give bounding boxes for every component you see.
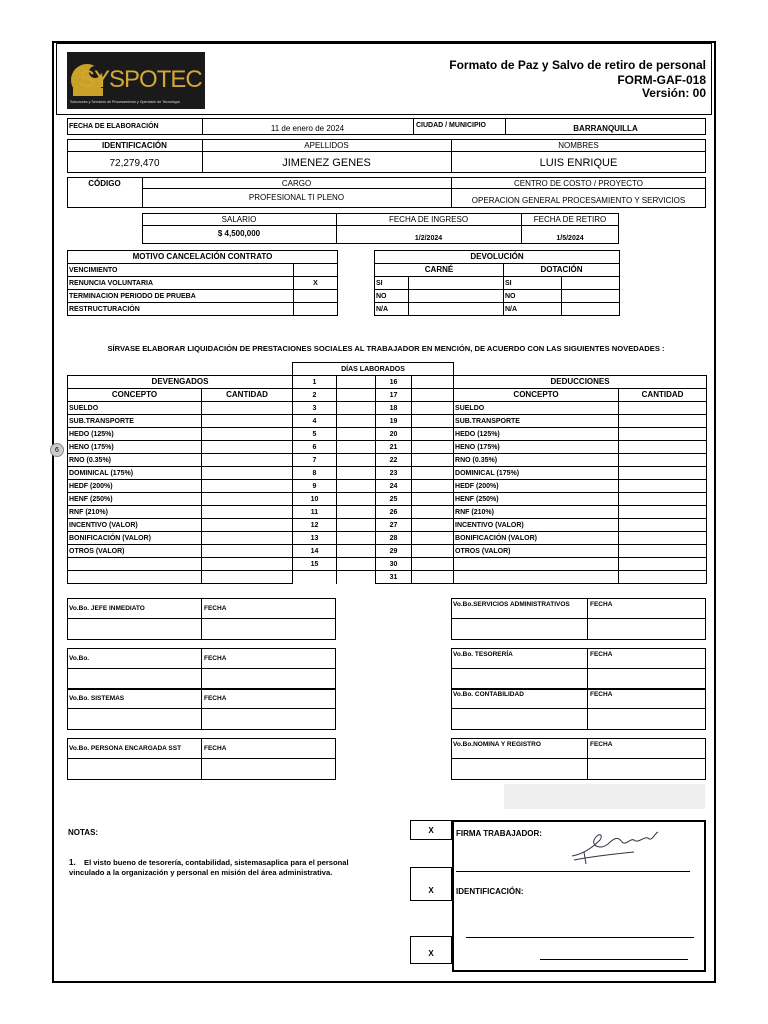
motivo-title: MOTIVO CANCELACIÓN CONTRATO (68, 251, 338, 264)
devengado-concepto: INCENTIVO (VALOR) (68, 519, 202, 532)
devengado-cantidad[interactable] (202, 415, 293, 428)
day-check[interactable] (337, 415, 376, 428)
devengado-cantidad[interactable] (202, 454, 293, 467)
day-cell: 22 (376, 454, 412, 467)
carne-label: CARNÉ (375, 264, 504, 277)
motivo-row: RENUNCIA VOLUNTARIA (68, 277, 294, 290)
day-check[interactable] (412, 454, 454, 467)
day-cell: 11 (293, 506, 337, 519)
x-box-1[interactable]: X (410, 820, 452, 840)
day-cell: 4 (293, 415, 337, 428)
deducciones-title: DEDUCCIONES (454, 376, 707, 389)
devolucion-title: DEVOLUCIÓN (375, 251, 620, 264)
day-check[interactable] (337, 389, 376, 402)
day-check[interactable] (337, 532, 376, 545)
deduccion-cantidad[interactable] (619, 571, 707, 584)
deduccion-cantidad[interactable] (619, 480, 707, 493)
salario-value: $ 4,500,000 (217, 229, 261, 238)
ciudad-label: CIUDAD / MUNICIPIO (416, 122, 486, 129)
devengado-cantidad[interactable] (202, 441, 293, 454)
day-cell: 2 (293, 389, 337, 402)
devengado-concepto: HEDF (200%) (68, 480, 202, 493)
cantidad-header: CANTIDAD (202, 389, 293, 402)
deduccion-cantidad[interactable] (619, 402, 707, 415)
company-logo (67, 52, 205, 109)
logo-subtext: Soluciones y Servicios de Procesamiento y Operación de Tecnología (70, 100, 180, 104)
deduccion-concepto: RNF (210%) (454, 506, 619, 519)
day-check[interactable] (412, 571, 454, 584)
day-check[interactable] (337, 467, 376, 480)
dotacion-option: NO (504, 290, 562, 303)
devengado-cantidad[interactable] (202, 493, 293, 506)
devengado-cantidad[interactable] (202, 467, 293, 480)
motivo-mark[interactable] (293, 290, 337, 303)
day-check[interactable] (337, 493, 376, 506)
day-cell: 3 (293, 402, 337, 415)
deduccion-cantidad[interactable] (619, 441, 707, 454)
form-version: Versión: 00 (641, 86, 706, 100)
apellidos-label: APELLIDOS (304, 141, 349, 150)
day-check[interactable] (412, 545, 454, 558)
deduccion-cantidad[interactable] (619, 415, 707, 428)
x-box-3[interactable]: X (410, 936, 452, 964)
deduccion-concepto: SUB.TRANSPORTE (454, 415, 619, 428)
dotacion-check[interactable] (562, 277, 620, 290)
cantidad-header: CANTIDAD (619, 389, 707, 402)
deduccion-cantidad[interactable] (619, 493, 707, 506)
retiro-label: FECHA DE RETIRO (533, 215, 607, 224)
day-cell: 18 (376, 402, 412, 415)
codigo-label: CÓDIGO (88, 179, 121, 188)
vobo-right-label: Vo.Bo.SERVICIOS ADMINISTRATIVOS (453, 601, 570, 608)
vobo-left-label: Vo.Bo. PERSONA ENCARGADA SST (69, 745, 182, 752)
day-cell: 14 (293, 545, 337, 558)
day-check[interactable] (412, 467, 454, 480)
devengado-cantidad[interactable] (202, 428, 293, 441)
day-check[interactable] (412, 428, 454, 441)
day-cell: 23 (376, 467, 412, 480)
day-cell: 9 (293, 480, 337, 493)
ident-label: IDENTIFICACIÓN (102, 141, 167, 150)
day-check[interactable] (412, 441, 454, 454)
vobo-fecha-label: FECHA (590, 651, 613, 658)
day-check[interactable] (412, 532, 454, 545)
vobo-right-label: Vo.Bo. TESORERÍA (453, 651, 513, 658)
deduccion-cantidad[interactable] (619, 545, 707, 558)
devengado-concepto: RNF (210%) (68, 506, 202, 519)
day-check[interactable] (412, 480, 454, 493)
nota-line-1: El visto bueno de tesorería, contabilidad, sistemasaplica para el personal (84, 858, 349, 867)
shaded-empty-box (504, 784, 705, 809)
nombres-value: LUIS ENRIQUE (539, 157, 618, 169)
vobo-fecha-label: FECHA (204, 605, 227, 612)
carne-option: NO (375, 290, 409, 303)
devengados-title: DEVENGADOS (68, 376, 293, 389)
dotacion-option: N/A (504, 303, 562, 316)
day-cell: 12 (293, 519, 337, 532)
day-check[interactable] (412, 519, 454, 532)
devengado-cantidad[interactable] (202, 506, 293, 519)
deduccion-concepto (454, 558, 619, 571)
day-check[interactable] (412, 506, 454, 519)
motivo-mark[interactable] (293, 303, 337, 316)
day-check[interactable] (412, 402, 454, 415)
form-title: Formato de Paz y Salvo de retiro de personal (449, 58, 706, 72)
day-cell: 28 (376, 532, 412, 545)
deduccion-cantidad[interactable] (619, 428, 707, 441)
day-check[interactable] (337, 519, 376, 532)
deduccion-concepto: HENO (175%) (454, 441, 619, 454)
nombres-label: NOMBRES (558, 141, 599, 150)
deduccion-concepto (454, 571, 619, 584)
vobo-fecha-label: FECHA (590, 691, 613, 698)
day-cell: 25 (376, 493, 412, 506)
logo-text: SYSPOTEC (79, 66, 202, 93)
vobo-fecha-label: FECHA (590, 741, 613, 748)
deduccion-concepto: OTROS (VALOR) (454, 545, 619, 558)
dias-title: DÍAS LABORADOS (293, 363, 454, 376)
deduccion-concepto: BONIFICACIÓN (VALOR) (454, 532, 619, 545)
vobo-right-label: Vo.Bo.NOMINA Y REGISTRO (453, 741, 541, 748)
devengado-cantidad[interactable] (202, 480, 293, 493)
devengado-concepto: RNO (0.35%) (68, 454, 202, 467)
deduccion-concepto: HEDF (200%) (454, 480, 619, 493)
carne-check[interactable] (409, 303, 504, 316)
day-check[interactable] (337, 480, 376, 493)
cargo-label: CARGO (281, 179, 312, 188)
devengado-concepto: BONIFICACIÓN (VALOR) (68, 532, 202, 545)
deduccion-cantidad[interactable] (619, 558, 707, 571)
form-page (52, 41, 716, 983)
ident-line (466, 937, 694, 938)
ingreso-value: 1/2/2024 (414, 235, 443, 242)
day-cell: 29 (376, 545, 412, 558)
devengado-cantidad[interactable] (202, 402, 293, 415)
firma-line (456, 871, 690, 872)
day-cell: 15 (293, 558, 337, 571)
deduccion-concepto: SUELDO (454, 402, 619, 415)
motivo-row: RESTRUCTURACIÓN (68, 303, 294, 316)
nota-line-2: vinculado a la organización y personal en misión del área administrativa. (69, 868, 333, 877)
day-check[interactable] (412, 389, 454, 402)
devengado-concepto: HENO (175%) (68, 441, 202, 454)
identificacion-label: IDENTIFICACIÓN: (456, 887, 524, 896)
deduccion-concepto: HENF (250%) (454, 493, 619, 506)
devengado-concepto: HENF (250%) (68, 493, 202, 506)
fecha-value: 11 de enero de 2024 (270, 124, 345, 133)
vobo-left-label: Vo.Bo. (69, 655, 90, 662)
deduccion-cantidad[interactable] (619, 506, 707, 519)
motivo-mark[interactable] (293, 264, 337, 277)
day-check[interactable] (412, 558, 454, 571)
form-code: FORM-GAF-018 (617, 73, 706, 87)
day-check[interactable] (337, 454, 376, 467)
day-cell: 24 (376, 480, 412, 493)
devengado-concepto: OTROS (VALOR) (68, 545, 202, 558)
day-cell: 17 (376, 389, 412, 402)
dotacion-label: DOTACIÓN (504, 264, 620, 277)
dotacion-check[interactable] (562, 303, 620, 316)
ident-value: 72,279,470 (109, 158, 160, 169)
day-cell: 13 (293, 532, 337, 545)
instruction-text: SÍRVASE ELABORAR LIQUIDACIÓN DE PRESTACIONES SOCIALES AL TRABAJADOR EN MENCIÓN, DE ACUERDO CON LAS SIGUIENTES NOVEDADES : (107, 344, 665, 353)
devengado-concepto: HEDO (125%) (68, 428, 202, 441)
day-check[interactable] (337, 402, 376, 415)
devengado-concepto: SUB.TRANSPORTE (68, 415, 202, 428)
day-check[interactable] (337, 545, 376, 558)
carne-check[interactable] (409, 290, 504, 303)
devengado-concepto: SUELDO (68, 402, 202, 415)
vobo-left-label: Vo.Bo. SISTEMAS (69, 695, 125, 702)
deduccion-concepto: RNO (0.35%) (454, 454, 619, 467)
ingreso-label: FECHA DE INGRESO (388, 215, 469, 224)
vobo-fecha-label: FECHA (204, 745, 227, 752)
day-check[interactable] (337, 376, 376, 389)
devengado-cantidad[interactable] (202, 558, 293, 571)
vobo-fecha-label: FECHA (204, 695, 227, 702)
centro-label: CENTRO DE COSTO / PROYECTO (513, 179, 644, 188)
ciudad-value: BARRANQUILLA (573, 124, 638, 133)
vobo-left-label: Vo.Bo. JEFE INMEDIATO (69, 605, 145, 612)
day-check[interactable] (337, 558, 376, 571)
ident-line-2 (540, 959, 688, 960)
devengado-concepto (68, 571, 202, 584)
day-cell: 19 (376, 415, 412, 428)
carne-check[interactable] (409, 277, 504, 290)
apellidos-value: JIMENEZ GENES (282, 157, 371, 169)
deduccion-cantidad[interactable] (619, 467, 707, 480)
devolucion-table (374, 250, 620, 316)
cargo-value: PROFESIONAL TI PLENO (248, 193, 345, 202)
fecha-label: FECHA DE ELABORACIÓN (69, 123, 159, 130)
day-check[interactable] (337, 506, 376, 519)
deduccion-concepto: DOMINICAL (175%) (454, 467, 619, 480)
day-cell: 30 (376, 558, 412, 571)
day-cell: 16 (376, 376, 412, 389)
side-marker-badge: 6 (50, 443, 64, 457)
day-cell: 8 (293, 467, 337, 480)
day-check[interactable] (412, 415, 454, 428)
day-cell: 5 (293, 428, 337, 441)
vobo-fecha-label: FECHA (204, 655, 227, 662)
motivo-row: VENCIMIENTO (68, 264, 294, 277)
day-check[interactable] (337, 441, 376, 454)
dotacion-option: SI (504, 277, 562, 290)
salario-label: SALARIO (221, 215, 257, 224)
signature-image (564, 826, 664, 866)
deduccion-cantidad[interactable] (619, 532, 707, 545)
day-check[interactable] (412, 376, 454, 389)
liquidacion-table (67, 362, 707, 584)
devengado-concepto (68, 558, 202, 571)
motivo-table (67, 250, 338, 316)
vobo-right-label: Vo.Bo. CONTABILIDAD (453, 691, 524, 698)
concepto-header: CONCEPTO (454, 389, 619, 402)
vobo-fecha-label: FECHA (590, 601, 613, 608)
centro-value: OPERACION GENERAL PROCESAMIENTO Y SERVICIOS (471, 196, 686, 205)
firma-label: FIRMA TRABAJADOR: (456, 829, 542, 838)
deduccion-cantidad[interactable] (619, 519, 707, 532)
motivo-row: TERMINACION PERIODO DE PRUEBA (68, 290, 294, 303)
day-cell: 1 (293, 376, 337, 389)
devengado-cantidad[interactable] (202, 545, 293, 558)
notas-label: NOTAS: (68, 828, 99, 837)
day-cell: 21 (376, 441, 412, 454)
x-box-2[interactable]: X (410, 867, 452, 901)
day-cell: 20 (376, 428, 412, 441)
day-cell: 31 (376, 571, 412, 584)
carne-option: N/A (375, 303, 409, 316)
day-cell: 10 (293, 493, 337, 506)
devengado-cantidad[interactable] (202, 519, 293, 532)
day-check[interactable] (412, 493, 454, 506)
carne-option: SI (375, 277, 409, 290)
day-check[interactable] (337, 428, 376, 441)
devengado-cantidad[interactable] (202, 571, 293, 584)
motivo-mark[interactable]: X (293, 277, 337, 290)
concepto-header: CONCEPTO (68, 389, 202, 402)
deduccion-concepto: INCENTIVO (VALOR) (454, 519, 619, 532)
day-cell: 7 (293, 454, 337, 467)
devengado-cantidad[interactable] (202, 532, 293, 545)
day-cell: 27 (376, 519, 412, 532)
retiro-value: 1/5/2024 (556, 235, 584, 242)
nota-number: 1. (69, 858, 76, 867)
devengado-concepto: DOMINICAL (175%) (68, 467, 202, 480)
day-cell: 6 (293, 441, 337, 454)
deduccion-cantidad[interactable] (619, 454, 707, 467)
dotacion-check[interactable] (562, 290, 620, 303)
deduccion-concepto: HEDO (125%) (454, 428, 619, 441)
day-cell: 26 (376, 506, 412, 519)
